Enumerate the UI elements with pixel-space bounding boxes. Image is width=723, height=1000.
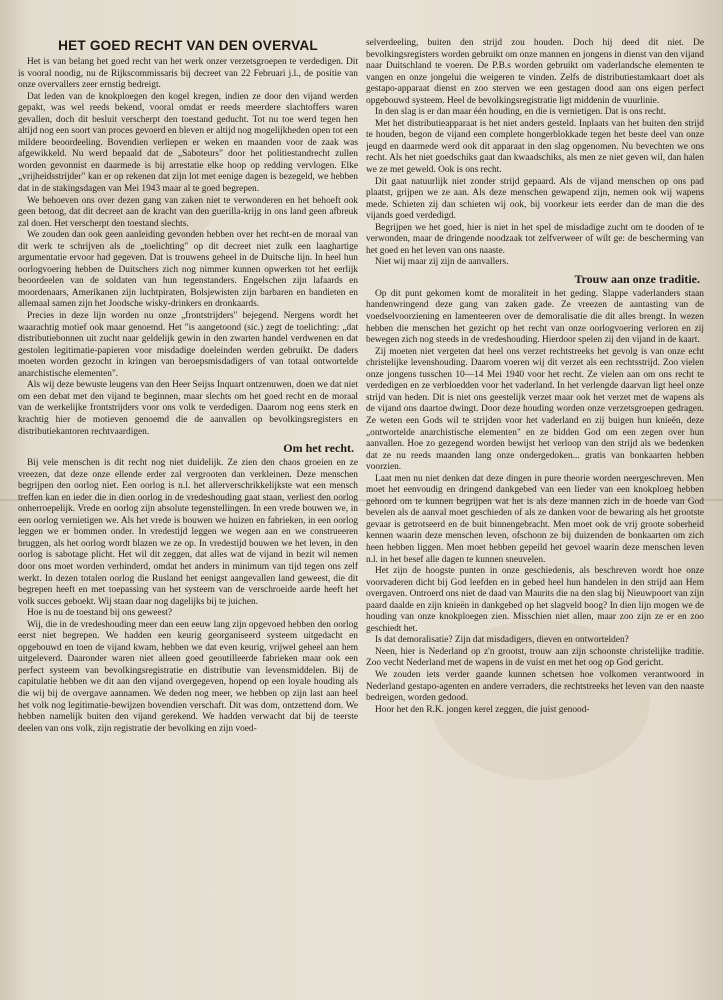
paragraph: Hoe is nu de toestand bij ons geweest? [27,608,173,619]
paragraph: Begrijpen we het goed, hier is niet in het spel de misdadige zucht om te dooden of te verwonden, maar de dringende noodzaak tot zelfverweer of wilt ge: de bescherming van het goed en het leven van ons naaste. [366,222,704,256]
paragraph: We zouden iets verder gaande kunnen schetsen hoe volkomen verantwoord in Nederland gestapo-agenten en andere verraders, die rechtstreeks het leven van den naaste bedreigen, worden gedood. [366,669,704,704]
paragraph: We zouden dan ook geen aanleiding gevonden hebben over het recht-en de moraal van dit werk te schrijven als de „toelichting" op dit decreet niet zulk een laaghartige argumentatie ervoor had gegeven. Dat is trouwens geheel in de Duitsche lijn. In heel hun oorlogvoering hebben de Duitschers zich nog nimmer kunnen opwerken tot het eerlijk beoordeelen van de soldaten van hun tegenstanders. Engelschen zijn lafaards en moordenaars, Amerikanen zijn luchtpiraten, Bolsjewisten zijn barbaren en bandieten en allemaal samen zijn het Joodsche wisky-drinkers en dronkaards. [18,230,358,310]
paragraph: Als wij deze bewuste leugens van den Heer Seijss Inquart ontzenuwen, doen we dat niet om een debat met den vijand te beginnen, maar slechts om het goed recht en de moraal van de werkelijke frontstrijders voor ons volk te verdedigen. Daarom nog eens sterk en krachtig hier de motieven genoemd die de aanvallen op bevolkingsregisters en distributiekantoren rechtvaardigen. [18,380,358,437]
paragraph: Wij, die in de vredeshouding meer dan een eeuw lang zijn opgevoed hebben den oorlog eerst niet begrepen. We hadden een keurig georganiseerd systeem uitgedacht en opgebouwd en toen de vijand kwam, hebben we dat even keurig, vrijwel geheel aan hem uitgeleverd. Daaronder waren niet alleen goed geoutilleerde fabrieken maar ook een perfect systeem van bevolkingsregistratie en distributie van levensmiddelen. Bij de capitulatie hebben we dit aan den vijand overgegeven, hopend op een loyale houding als die wij bij de overgave aannamen. We deden nog meer, we hebben op zijn last aan heel het volk nog legitimatie-bewijzen bovendien verschaft. Dit was dom, ontzettend dom. We hebben namelijk buiten den vijand gerekend. We hadden verwacht dat bij de teerste deelen van ons volk, zijn registratie der bevolking en zijn voed- [18,619,358,734]
paragraph: Dit gaat natuurlijk niet zonder strijd gepaard. Als de vijand menschen op ons pad plaatst, grijpen we ze aan. Als deze menschen gewapend zijn, nemen ook wij wapens mede. Schieten zij dan schieten wij ook, bij voorkeur iets eerder dan de man die des vijands goed verdedigd. [366,176,704,222]
paragraph: Precies in deze lijn worden nu onze „frontstrijders" bejegend. Nergens wordt het waarachtig motief ook maar genoemd. Het "is aangetoond (sic.) zegt de toelichting: „dat distributiebonnen uit zucht naar geldelijk gewin in den zwarten handel verdwenen en dat gestolen legitimatie-papieren voor misdadige doeleinden werden gebruikt. De daders moeten worden gezocht in kringen van beroepsmisdadigers of van totaal ontwortelde anarchistische elementen". [18,311,358,379]
paragraph: Op dit punt gekomen komt de moraliteit in het geding. Slappe vaderlanders staan handenwringend deze gang van zaken gade. Ze vreezen de aantasting van de voedselvoorziening en lamenteeren over de demoralisatie die dit alles brengt. In wezen hebben die menschen het gezicht op het recht van onze oorlogvoering verloren en zij bewegen zich nog steeds in de vredeshouding. Hierdoor spelen zij den vijand in de kaart. [366,288,704,346]
article-title: HET GOED RECHT VAN DEN OVERVAL [58,38,318,53]
section-heading-trouw: Trouw aan onze traditie. [574,271,700,286]
paragraph: Is dat demoralisatie? Zijn dat misdadigers, dieven en ontwortelden? [375,635,629,646]
paragraph: Neen, hier is Nederland op z'n grootst, trouw aan zijn schoonste christelijke traditie. Zoo vecht Nederland met de wapens in de vuist en met het oog op God gericht. [366,646,704,669]
paragraph: Laat men nu niet denken dat deze dingen in pure theorie worden neergeschreven. Men moet het eenvoudig en dringend dankgebed van een lieder van een knokploeg hebben gehoord om te kunnen begrijpen wat het is als deze mannen zich in de hoede van God bevelen als de aanval moet geschieden of als ze danken voor de bewaring als het grootste gevaar is getrotseerd en de buit binnengebracht. Men moet ook de vrij groote soberheid kennen waarin deze menschen leven, ofschoon ze bij duizenden de bonkaarten om zich heen hebben liggen. Men moet hebben gepeild het gevoel waarin deze menschen leven n.l. in het besef alle dagen te kunnen sneuvelen. [366,473,704,565]
paragraph: Met het distributieapparaat is het niet anders gesteld. Inplaats van het buiten den strijd te houden, begon de vijand een complete hongerblokkade tegen het beste deel van onze jeugd en daarmede werd ook dit apparaat in den slag opgenomen. Nu bevechten we ons recht. Als het niet goedschiks gaat dan kwaadschiks, als men ze niet geven wil, dan halen we ze met geweld. Ook is ons recht. [366,118,704,176]
paragraph: Dat leden van de knokploegen den kogel kregen, indien ze door den vijand werden gepakt, was wel reeds bekend, vooral omdat er reeds meerdere slachtoffers waren gevallen, doch dit besluit verscherpt den toestand geducht. Tot nu toe werd tegen hen altijd nog een soort van proces gevoerd en bleven er altijd nog mogelijkheden open tot een mildere beoordeeling. Bovendien verliepen er weken en maanden voor de zaak was afgewikkeld. Nu werd bepaald dat de „Saboteurs" door het politiestandrecht zullen worden gevonnist en daarmede is bij arrestatie elke hoop op redding vervlogen. Elke „vrijheidsstrijder" kan er op rekenen dat zijn lot met eenige dagen is bezegeld, we hebben dat in de stakingsdagen van Mei 1943 maar al te goed begrepen. [18,91,358,195]
paragraph: We behoeven ons over dezen gang van zaken niet te verwonderen en het behoeft ook geen betoog, dat dit decreet aan de kracht van den guerilla-krijg in ons land geen afbreuk zal doen. Het verscherpt den toestand slechts. [18,195,358,229]
paragraph: Bij vele menschen is dit recht nog niet duidelijk. Ze zien den chaos groeien en ze vreezen, dat deze onze ellende erder zal vergrooten dan verkleinen. Deze menschen begrijpen den oorlog niet. Een oorlog is n.l. het allerverschrikkelijkste wat een mensch treffen kan en ieder die in dien oorlog in de vredeshouding gaat staan, verliest den oorlog onherroepelijk. Vrede en oorlog zijn absolute tegenstellingen. In een vrede bouwen we, in een oorlog vernietigen we. Als het vrede is bouwen we huizen en fabrieken, in een oorlog leggen we er bommen onder. In vredestijd leggen we wegen aan en we construeeren bruggen, als het oorlog wordt blazen we ze op. In vredestijd bouwen we het leven, in den oorlog is sabotage plicht. Het wil dit zeggen, dat alles wat de vijand in bezit wil nemen door ons moet worden verhinderd, omdat het anders in minimum van tijd tegen ons zelf werkt. In dezen totalen oorlog die Rusland het eenigst aangevallen land geweest, die dit begrepen heeft en met toepassing van het systeem van de verschroeide aarde heeft het volk succes geboekt. Wij staan daar nog dagelijks bij te juichen. [18,458,358,607]
left-column [18,38,358,992]
paragraph: Niet wij maar zij zijn de aanvallers. [375,257,509,268]
section-heading-om-het-recht: Om het recht. [283,441,354,456]
paragraph: Hoor het den R.K. jongen kerel zeggen, die juist genood- [375,704,590,715]
paragraph: selverdeeling, buiten den strijd zou houden. Doch hij deed dit niet. De bevolkingsregisters worden gebruikt om onze mannen en jongens in dienst van den vijand naar Duitschland te voeren. De P.B.s worden gebruikt om vaderlandsche elementen te vangen en onze jongelui die weigeren te vinden. Zelfs de distributiestamkaart doet als gestapo-apparaat dienst en zoo sterven we een gestagen dood aan ons eigen perfect opgebouwd systeem. Heel de bevolkingsregistratie ligt middenin de vuurlinie. [366,38,704,106]
paragraph: Zij moeten niet vergeten dat heel ons verzet rechtstreeks het gevolg is van onze echt christelijke levenshouding. Daarom voeren wij dit verzet als een rechtsstrijd. Zoo vielen onze jongens tusschen 10—14 Mei 1940 voor het recht. Ze vielen aan om ons recht te verdedigen en ze verbloedden voor het vaderland. In het verlengde daarvan ligt heel onze strijd van heden. Dit is niet ons geestelijk verzet maar ook het verzet met de wapens als de vijand ons daartoe dwingt. Door deze houding worden onze verzetsgroepen gedragen. Ze weten een Gods wil te strijden voor het vaderland en zij buigen hun knieën, deze „ontwortelde anarchistische elementen" en ze bidden God om een zegen over hun aanvallen. Hoe zo gezegend worden bewijst het verloop van den strijd als we bedenken dat ze nu reeds maanden lang onze ondergedoken... gratis van bonkaarten hebben voorzien. [366,346,704,473]
paragraph: Het zijn de hoogste punten in onze geschiedenis, als beschreven wordt hoe onze voorvaderen dicht bij God leefden en in gebed heel hun handelen in den strijd aan Hem overgaven. Ontroerd ons niet de daad van Maurits die na den slag bij Nieuwpoort van zijn paard daalde en zijn knieën in dankgebed op het slagveld boog? In dien lijn mogen we de houding van onze knokploegen zien. Misschien niet allen, maar zoo zijn ze er en zoo geschiedt het. [366,566,704,634]
paragraph: In den slag is er dan maar één houding, en die is vernietigen. Dat is ons recht. [375,107,666,118]
right-column [366,38,704,992]
paragraph: Het is van belang het goed recht van het werk onzer verzetsgroepen te verdedigen. Dit is vooral noodig, nu de Rijkscommissaris bij decreet van 22 Februari j.l., de positie van onze overvallers zeer ernstig bedreigt. [18,57,358,91]
